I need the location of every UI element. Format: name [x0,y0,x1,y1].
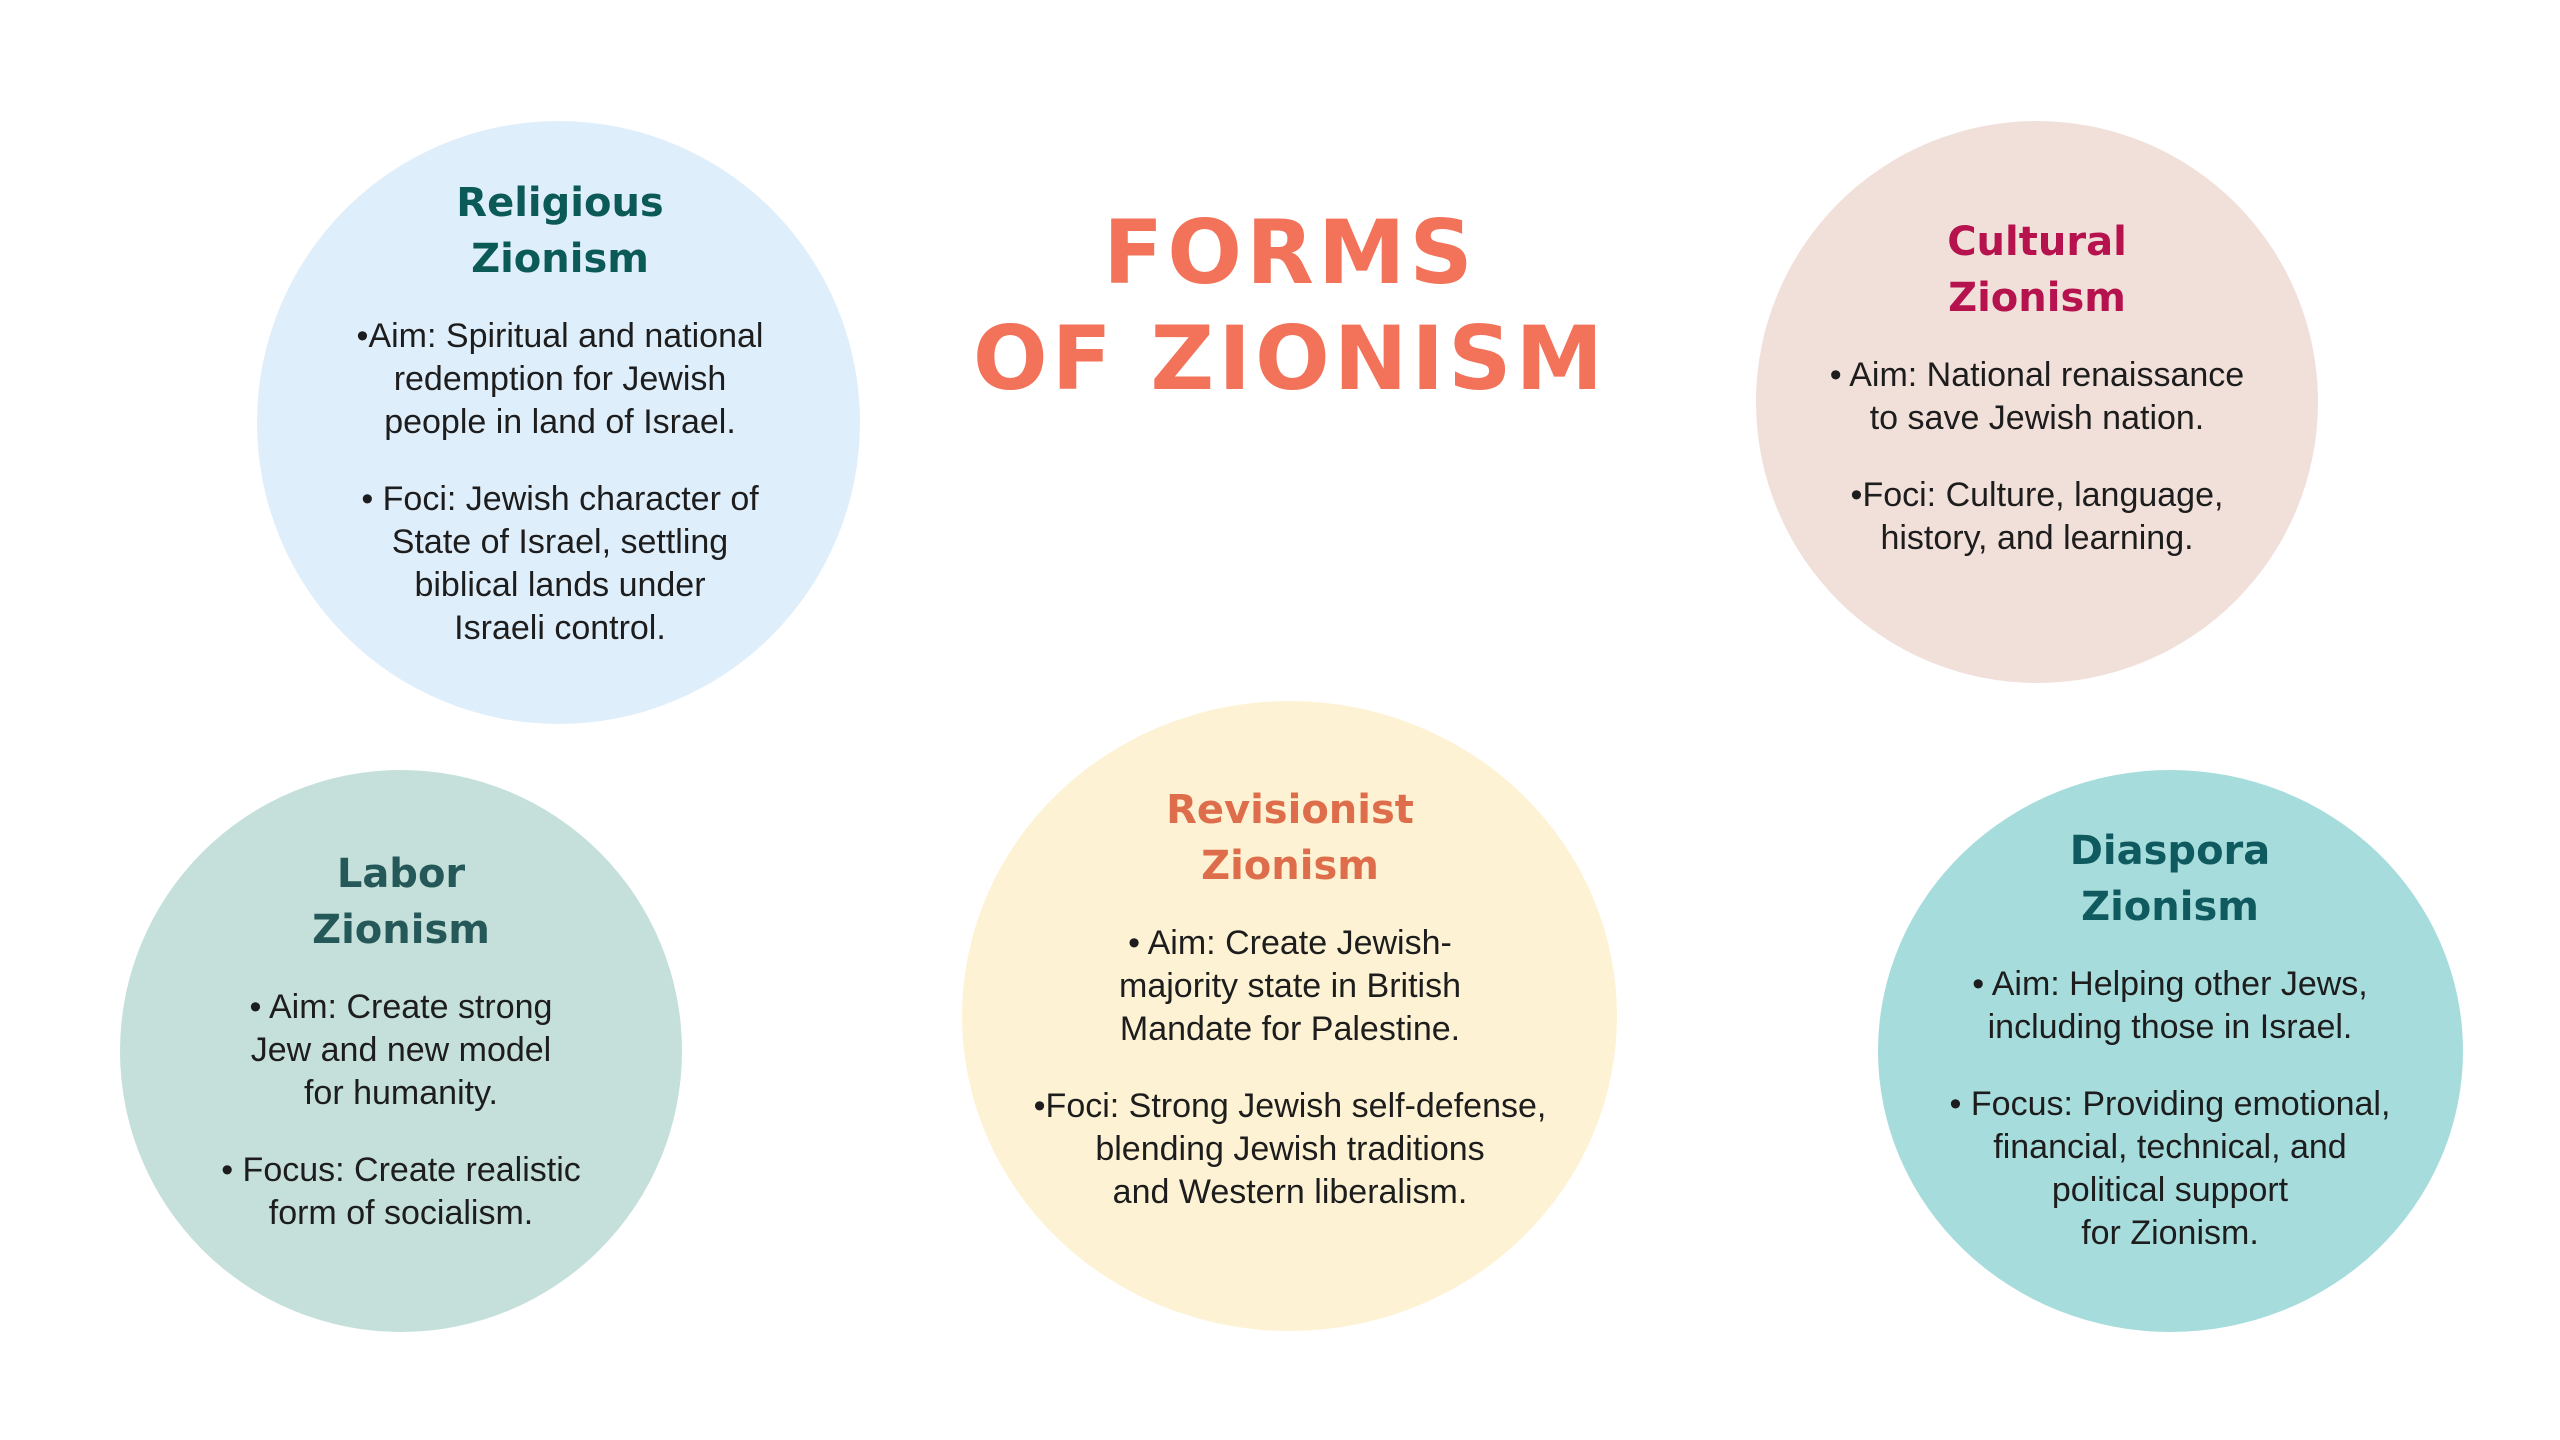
diaspora-zionism-heading: Diaspora Zionism [2069,828,2271,930]
cultural-zionism-aim: • Aim: National renaissance to save Jewish nation. [1829,356,2245,437]
religious-zionism-content [280,175,840,650]
diaspora-zionism-aim: • Aim: Helping other Jews, including those in Israel. [1972,965,2368,1046]
diaspora-zionism-content [1895,823,2445,1255]
title-line-2: OF ZIONISM [972,307,1608,410]
labor-zionism-aim: • Aim: Create strong Jew and new model for humanity. [249,988,553,1112]
religious-zionism-aim: •Aim: Spiritual and national redemption for Jewish people in land of Israel. [356,317,764,441]
diaspora-zionism-focus: • Focus: Providing emotional, financial, technical, and political support for Zionism. [1949,1085,2391,1252]
labor-zionism-focus: • Focus: Create realistic form of socialism. [221,1151,581,1232]
cultural-zionism-content [1777,214,2297,560]
page-title [880,200,1700,412]
labor-zionism-heading: Labor Zionism [312,851,490,953]
religious-zionism-foci: • Foci: Jewish character of State of Israel, settling biblical lands under Israeli control. [361,480,759,647]
revisionist-zionism-foci: •Foci: Strong Jewish self-defense, blending Jewish traditions and Western liberalism. [1033,1087,1547,1211]
labor-zionism-content [141,846,661,1235]
title-line-1: FORMS [1103,201,1477,304]
revisionist-zionism-content [990,782,1590,1214]
cultural-zionism-foci: •Foci: Culture, language, history, and learning. [1850,476,2224,557]
religious-zionism-heading: Religious Zionism [456,180,664,282]
revisionist-zionism-heading: Revisionist Zionism [1166,787,1414,889]
cultural-zionism-heading: Cultural Zionism [1947,219,2127,321]
revisionist-zionism-aim: • Aim: Create Jewish- majority state in British Mandate for Palestine. [1119,924,1461,1048]
